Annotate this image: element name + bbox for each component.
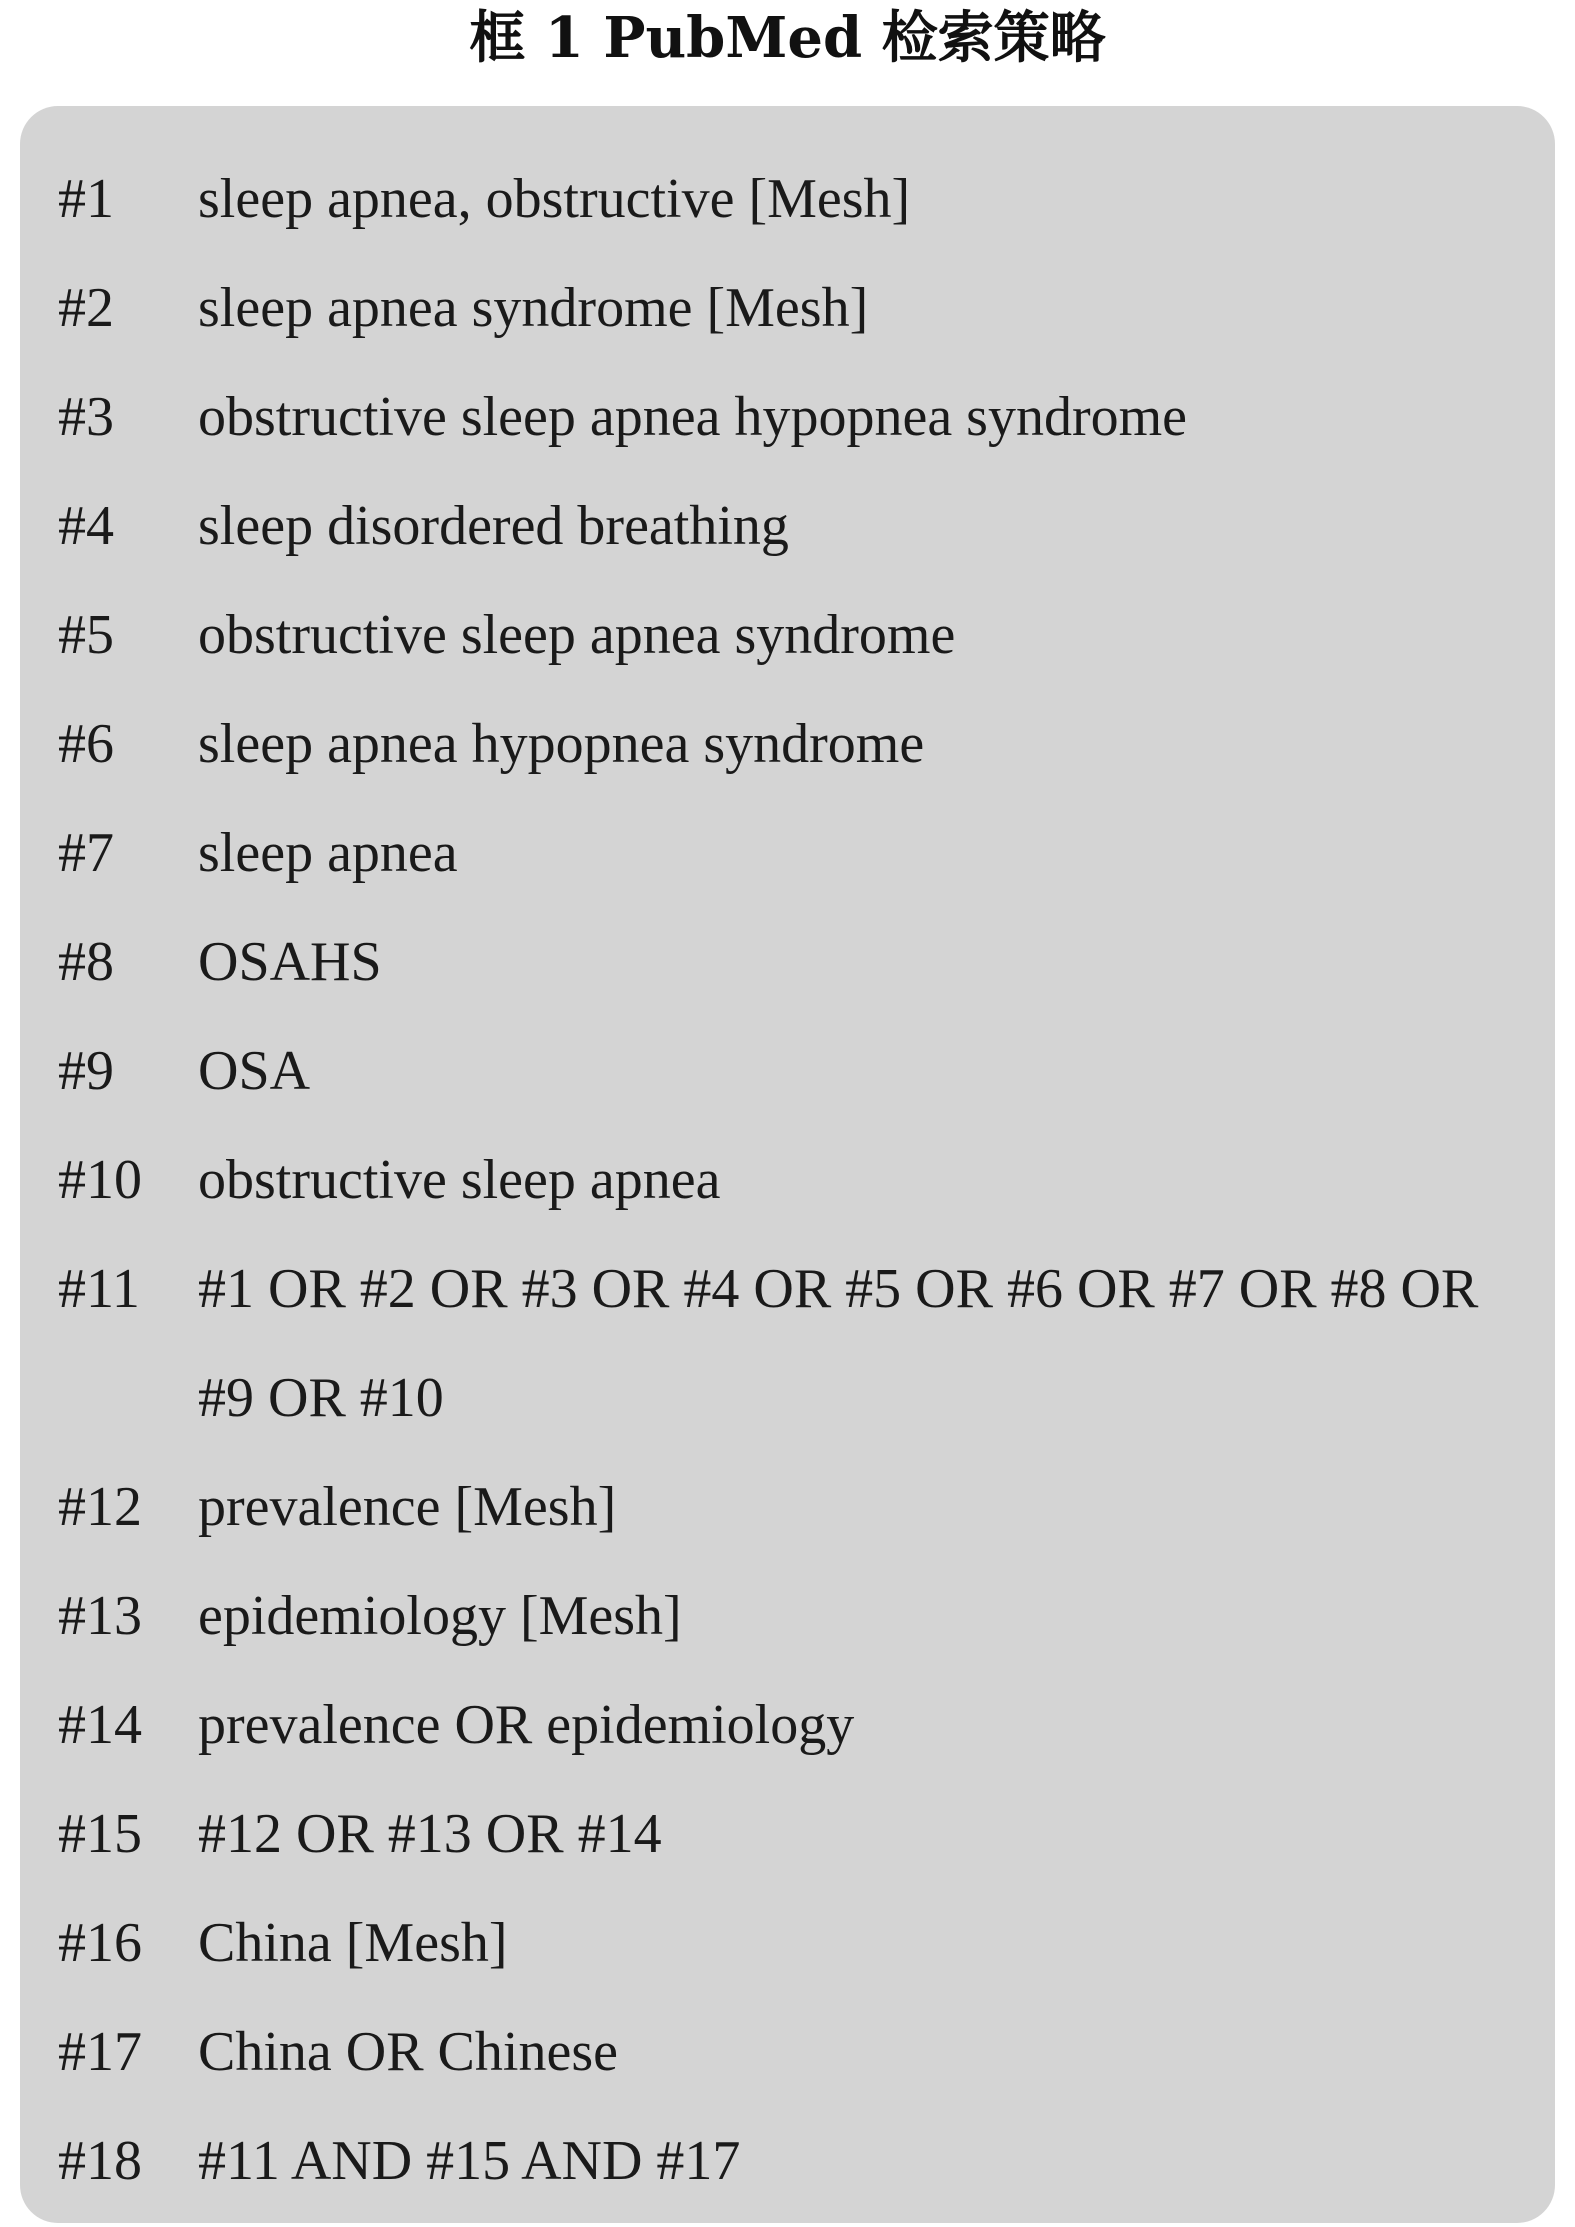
entry-number: #8 [58, 931, 114, 993]
entry-number: #12 [58, 1476, 142, 1538]
entry-number: #13 [58, 1585, 142, 1647]
entry-number: #6 [58, 713, 114, 775]
search-entry [58, 1671, 1518, 1780]
entry-number: #3 [58, 386, 114, 448]
entry-query: China [Mesh] [198, 1912, 508, 1974]
entry-query: epidemiology [Mesh] [198, 1585, 682, 1647]
search-entry [58, 1235, 1518, 1453]
search-entry [58, 581, 1518, 690]
search-entry [58, 1453, 1518, 1562]
entry-query: obstructive sleep apnea hypopnea syndrome [198, 386, 1188, 448]
entry-query: sleep apnea [198, 822, 458, 884]
entry-query: #11 AND #15 AND #17 [198, 2130, 741, 2192]
entry-number: #2 [58, 277, 114, 339]
search-entry [58, 1889, 1518, 1998]
entry-query: OSA [198, 1040, 311, 1102]
entry-query: sleep disordered breathing [198, 495, 789, 557]
entry-query: prevalence [Mesh] [198, 1476, 617, 1538]
entry-number: #15 [58, 1803, 142, 1865]
search-entry [58, 472, 1518, 581]
box-title: 框 1 PubMed 检索策略 [469, 5, 1106, 71]
entry-number: #18 [58, 2130, 142, 2192]
search-entry [58, 908, 1518, 1017]
search-entry [58, 1780, 1518, 1889]
entry-query: prevalence OR epidemiology [198, 1694, 855, 1756]
search-entry [58, 2107, 1518, 2216]
entry-number: #4 [58, 495, 114, 557]
entry-number: #14 [58, 1694, 142, 1756]
entry-query: #12 OR #13 OR #14 [198, 1803, 662, 1865]
search-entry [58, 799, 1518, 908]
search-entry [58, 254, 1518, 363]
entry-query: OSAHS [198, 931, 382, 993]
search-entry [58, 363, 1518, 472]
entry-number: #11 [58, 1258, 140, 1320]
entry-query: sleep apnea hypopnea syndrome [198, 713, 925, 775]
search-entry [58, 690, 1518, 799]
entry-number: #17 [58, 2021, 142, 2083]
entry-query: #1 OR #2 OR #3 OR #4 OR #5 OR #6 OR #7 OR #8 OR #9 OR #10 [198, 1258, 1479, 1429]
entry-number: #10 [58, 1149, 142, 1211]
entry-number: #1 [58, 168, 114, 230]
entry-number: #7 [58, 822, 114, 884]
search-entry [58, 145, 1518, 254]
entry-query: China OR Chinese [198, 2021, 618, 2083]
search-entry [58, 1998, 1518, 2107]
entry-query: obstructive sleep apnea syndrome [198, 604, 956, 666]
entry-query: sleep apnea syndrome [Mesh] [198, 277, 869, 339]
search-entry [58, 1562, 1518, 1671]
entry-query: obstructive sleep apnea [198, 1149, 721, 1211]
entry-query: sleep apnea, obstructive [Mesh] [198, 168, 911, 230]
entry-number: #16 [58, 1912, 142, 1974]
entry-number: #9 [58, 1040, 114, 1102]
search-entry [58, 1017, 1518, 1126]
search-strategy-list [58, 145, 1518, 2216]
search-entry [58, 1126, 1518, 1235]
entry-number: #5 [58, 604, 114, 666]
